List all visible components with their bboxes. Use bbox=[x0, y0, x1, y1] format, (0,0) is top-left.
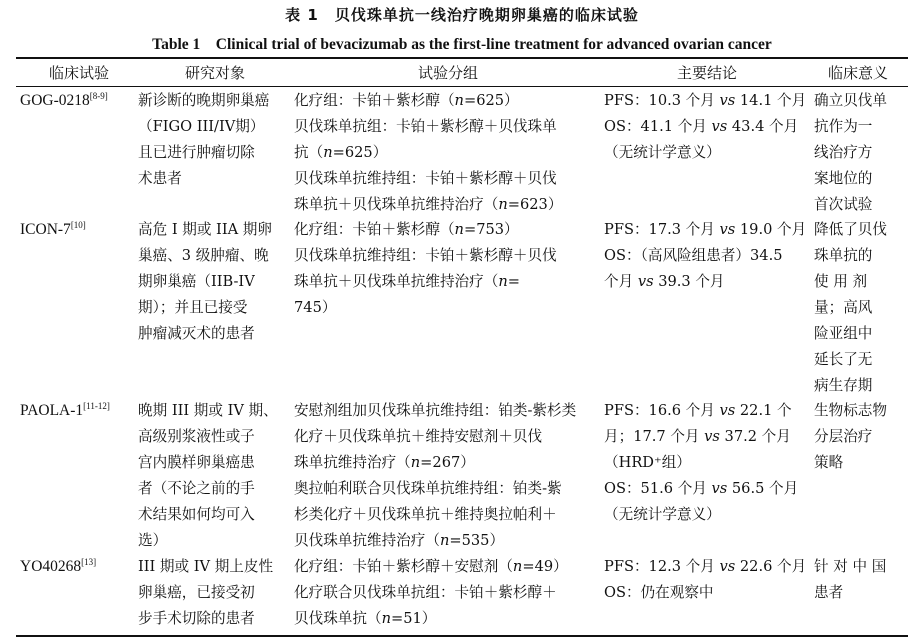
subject-line: 步手术切除的患者 bbox=[138, 610, 255, 627]
results-line: PFS：16.6 个月 vs 22.1 个 bbox=[604, 402, 792, 419]
groups-line: 化疗联合贝伐珠单抗组：卡铂＋紫杉醇＋ bbox=[294, 584, 557, 601]
significance-line: 病生存期 bbox=[814, 377, 873, 394]
results-line: PFS：10.3 个月 vs 14.1 个月 bbox=[604, 92, 807, 109]
groups-line: 奥拉帕利联合贝伐珠单抗维持组：铂类-紫 bbox=[294, 480, 562, 497]
groups-line: 珠单抗维持治疗（n=267） bbox=[294, 454, 475, 471]
results-cell bbox=[604, 398, 814, 528]
trial-reference: [10] bbox=[70, 220, 86, 230]
groups-cell bbox=[294, 88, 606, 218]
results-line: （无统计学意义） bbox=[604, 506, 721, 523]
significance-cell bbox=[814, 398, 906, 476]
groups-cell bbox=[294, 554, 606, 632]
subject-line: （FIGO III/IV期） bbox=[138, 118, 265, 135]
groups-line: 贝伐珠单抗维持组：卡铂＋紫杉醇＋贝伐 bbox=[294, 247, 557, 264]
subject-line: 巢癌、3 级肿瘤、晚 bbox=[138, 247, 269, 264]
trial-label: ICON-7 bbox=[20, 221, 71, 238]
significance-line: 使 用 剂 bbox=[814, 273, 868, 290]
significance-cell bbox=[814, 554, 906, 606]
header-significance: 临床意义 bbox=[827, 64, 888, 82]
subject-line: 新诊断的晚期卵巢癌 bbox=[138, 92, 270, 109]
significance-line: 珠单抗的 bbox=[814, 247, 873, 264]
trial-name bbox=[20, 554, 96, 580]
table-header-rule bbox=[16, 86, 908, 87]
groups-cell bbox=[294, 398, 606, 554]
groups-line: 化疗＋贝伐珠单抗＋维持安慰剂＋贝伐 bbox=[294, 428, 543, 445]
results-line: OS：仍在观察中 bbox=[604, 584, 714, 601]
significance-cell bbox=[814, 88, 906, 218]
groups-line: 745） bbox=[294, 299, 337, 316]
trial-label: YO40268 bbox=[20, 558, 82, 575]
results-line: 个月 vs 39.3 个月 bbox=[604, 273, 725, 290]
results-line: （无统计学意义） bbox=[604, 144, 721, 161]
significance-cell bbox=[814, 217, 906, 399]
subject-line: 晚期 III 期或 IV 期、 bbox=[138, 402, 278, 419]
subject-cell bbox=[138, 554, 294, 632]
significance-line: 量；高风 bbox=[814, 299, 873, 316]
subject-line: 肿瘤减灭术的患者 bbox=[138, 325, 255, 342]
subject-line: 高危 I 期或 IIA 期卵 bbox=[138, 221, 272, 238]
significance-line: 抗作为一 bbox=[814, 118, 873, 135]
groups-line: 贝伐珠单抗维持组：卡铂＋紫杉醇＋贝伐 bbox=[294, 170, 557, 187]
trial-name bbox=[20, 217, 86, 243]
results-line: PFS：17.3 个月 vs 19.0 个月 bbox=[604, 221, 807, 238]
subject-line: 期卵巢癌（IIB-IV bbox=[138, 273, 255, 290]
subject-line: 选） bbox=[138, 532, 168, 549]
subject-line: 高级别浆液性或子 bbox=[138, 428, 255, 445]
subject-line: 卵巢癌，已接受初 bbox=[138, 584, 255, 601]
groups-line: 化疗组：卡铂＋紫杉醇（n=753） bbox=[294, 221, 519, 238]
results-line: OS：51.6 个月 vs 56.5 个月 bbox=[604, 480, 799, 497]
groups-line: 安慰剂组加贝伐珠单抗维持组：铂类-紫杉类 bbox=[294, 402, 577, 419]
results-line: PFS：12.3 个月 vs 22.6 个月 bbox=[604, 558, 807, 575]
results-line: 月；17.7 个月 vs 37.2 个月 bbox=[604, 428, 791, 445]
groups-line: 抗（n=625） bbox=[294, 144, 388, 161]
table-top-rule bbox=[16, 57, 908, 59]
significance-line: 险亚组中 bbox=[814, 325, 873, 342]
trial-reference: [13] bbox=[81, 557, 97, 567]
groups-line: 珠单抗＋贝伐珠单抗维持治疗（n= bbox=[294, 273, 520, 290]
subject-line: 者（不论之前的手 bbox=[138, 480, 255, 497]
groups-line: 化疗组：卡铂＋紫杉醇（n=625） bbox=[294, 92, 519, 109]
results-line: （HRD⁺组） bbox=[604, 454, 691, 471]
results-line: OS：（高风险组患者）34.5 bbox=[604, 247, 783, 264]
table-caption-cn: 表 1 贝伐珠单抗一线治疗晚期卵巢癌的临床试验 bbox=[285, 6, 639, 24]
results-cell bbox=[604, 217, 814, 295]
results-cell bbox=[604, 554, 814, 606]
significance-line: 降低了贝伐 bbox=[814, 221, 887, 238]
significance-line: 线治疗方 bbox=[814, 144, 873, 161]
significance-line: 患者 bbox=[814, 584, 844, 601]
subject-line: 术患者 bbox=[138, 170, 182, 187]
subject-line: 宫内膜样卵巢癌患 bbox=[138, 454, 255, 471]
significance-line: 延长了无 bbox=[814, 351, 873, 368]
header-trial: 临床试验 bbox=[48, 64, 109, 82]
groups-line: 珠单抗＋贝伐珠单抗维持治疗（n=623） bbox=[294, 196, 563, 213]
results-cell bbox=[604, 88, 814, 166]
groups-line: 贝伐珠单抗组：卡铂＋紫杉醇＋贝伐珠单 bbox=[294, 118, 557, 135]
groups-line: 化疗组：卡铂＋紫杉醇＋安慰剂（n=49） bbox=[294, 558, 568, 575]
subject-line: 且已进行肿瘤切除 bbox=[138, 144, 255, 161]
subject-line: 期）；并且已接受 bbox=[138, 299, 248, 316]
significance-line: 确立贝伐单 bbox=[814, 92, 887, 109]
significance-line: 案地位的 bbox=[814, 170, 873, 187]
groups-cell bbox=[294, 217, 606, 321]
trial-label: GOG-0218 bbox=[20, 92, 90, 109]
trial-name bbox=[20, 398, 110, 424]
groups-line: 贝伐珠单抗维持治疗（n=535） bbox=[294, 532, 505, 549]
header-subject: 研究对象 bbox=[184, 64, 245, 82]
significance-line: 分层治疗 bbox=[814, 428, 873, 445]
table-caption-en: Table 1 Clinical trial of bevacizumab as the first-line treatment for advanced ovarian cancer bbox=[152, 36, 772, 53]
trial-label: PAOLA-1 bbox=[20, 402, 84, 419]
groups-line: 贝伐珠单抗（n=51） bbox=[294, 610, 437, 627]
trial-name bbox=[20, 88, 108, 114]
subject-cell bbox=[138, 217, 294, 347]
trial-reference: [11-12] bbox=[83, 401, 110, 411]
subject-cell bbox=[138, 88, 294, 192]
significance-line: 针 对 中 国 bbox=[814, 558, 887, 575]
header-results: 主要结论 bbox=[676, 64, 737, 82]
significance-line: 首次试验 bbox=[814, 196, 873, 213]
groups-line: 杉类化疗＋贝伐珠单抗＋维持奥拉帕利＋ bbox=[294, 506, 557, 523]
results-line: OS：41.1 个月 vs 43.4 个月 bbox=[604, 118, 799, 135]
significance-line: 策略 bbox=[814, 454, 844, 471]
header-groups: 试验分组 bbox=[417, 64, 478, 82]
subject-line: 术结果如何均可入 bbox=[138, 506, 255, 523]
trial-reference: [8-9] bbox=[89, 91, 108, 101]
table-bottom-rule bbox=[16, 635, 908, 637]
subject-line: III 期或 IV 期上皮性 bbox=[138, 558, 274, 575]
significance-line: 生物标志物 bbox=[814, 402, 887, 419]
subject-cell bbox=[138, 398, 294, 554]
